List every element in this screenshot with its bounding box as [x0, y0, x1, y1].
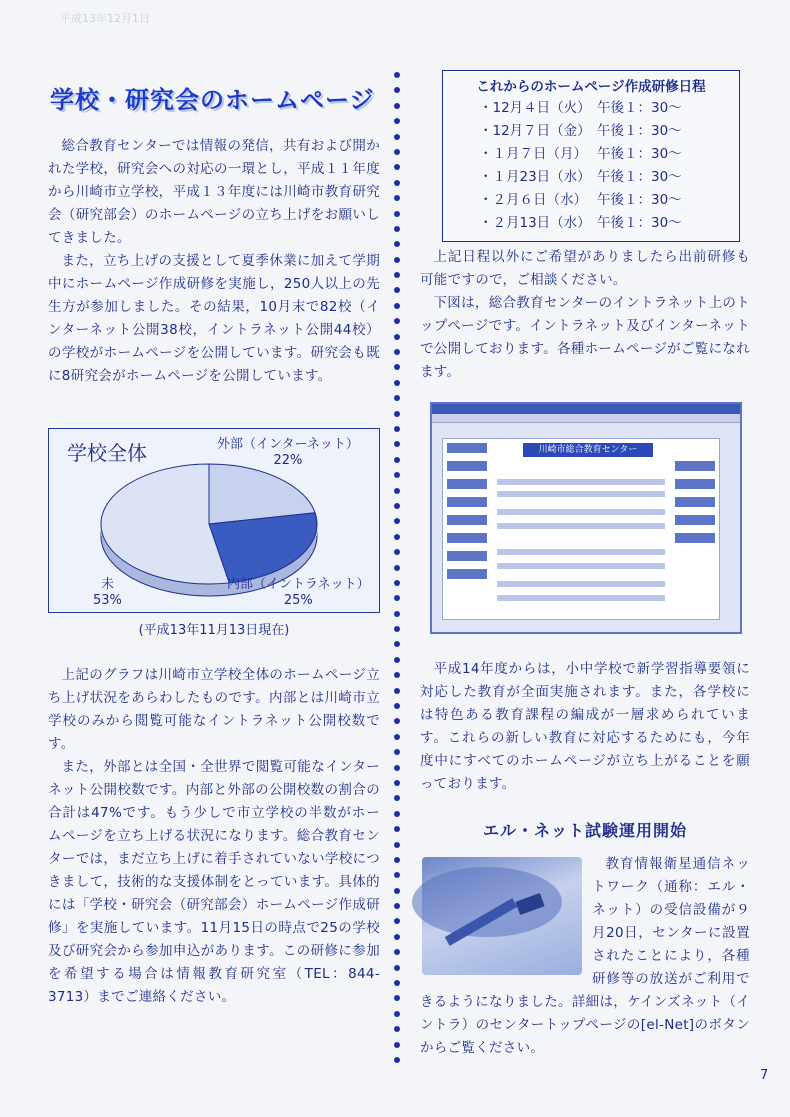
divider-dot	[394, 349, 400, 355]
divider-dot	[394, 826, 400, 832]
divider-dot	[394, 611, 400, 617]
divider-dot	[394, 287, 400, 293]
divider-dot	[394, 995, 400, 1001]
label-external-value: 22%	[273, 453, 303, 468]
screenshot-nav-button	[675, 515, 715, 525]
left-column	[48, 80, 380, 1009]
label-external-name: 外部（インターネット）	[217, 437, 359, 452]
header-ghost-text: 平成13年12月1日	[60, 12, 150, 25]
divider-dot	[394, 765, 400, 771]
divider-dot	[394, 1026, 400, 1032]
screenshot-content-row	[497, 491, 665, 497]
schedule-date: ・12月４日（火）	[479, 100, 591, 116]
right-paragraph-1: 上記日程以外にご希望がありましたら出前研修も可能ですので，ご相談ください。	[420, 249, 750, 288]
intranet-screenshot	[430, 402, 742, 634]
screenshot-nav-button	[447, 551, 487, 561]
label-external	[217, 437, 359, 469]
screenshot-nav-button	[447, 461, 487, 471]
divider-dot	[394, 472, 400, 478]
schedule-item	[479, 166, 739, 189]
schedule-date: ・２月６日（水）	[479, 192, 587, 208]
screenshot-content-row	[497, 581, 665, 587]
divider-dot	[394, 688, 400, 694]
schedule-item	[479, 212, 739, 235]
divider-dot	[394, 1011, 400, 1017]
chart-title: 学校全体	[67, 441, 147, 465]
schedule-time: 午後１：30～	[597, 169, 682, 185]
divider-dot	[394, 364, 400, 370]
divider-dot	[394, 411, 400, 417]
divider-dot	[394, 518, 400, 524]
schedule-date: ・１月23日（水）	[479, 169, 591, 185]
schedule-time: 午後１：30～	[597, 123, 682, 139]
screenshot-content-row	[497, 595, 665, 601]
divider-dot	[394, 488, 400, 494]
divider-dot	[394, 103, 400, 109]
screenshot-nav-button	[447, 569, 487, 579]
schedule-item	[479, 120, 739, 143]
divider-dot	[394, 226, 400, 232]
pie-chart-box	[48, 428, 380, 613]
schedule-time: 午後１：30～	[597, 100, 682, 116]
screenshot-content-row	[497, 523, 665, 529]
right-paragraph-3: 平成14年度からは，小中学校で新学習指導要領に対応した教育が全面実施されます。また，各学校には特色ある教育課程の編成が一層求められています。これらの新しい教育に対応するためにも，今年度中にすべてのホームページが立ち上がることを願っております。	[420, 661, 750, 792]
label-unpublished-value: 53%	[93, 593, 122, 608]
divider-dot	[394, 811, 400, 817]
divider-dot	[394, 980, 400, 986]
divider-dot	[394, 749, 400, 755]
divider-dot	[394, 534, 400, 540]
screenshot-menubar	[432, 414, 740, 423]
divider-dot	[394, 303, 400, 309]
divider-dot	[394, 780, 400, 786]
right-paragraph-2: 下図は，総合教育センターのイントラネット上のトップページです。イントラネット及びインターネットで公開しております。各種ホームページがご覧になれます。	[420, 295, 750, 380]
schedule-time: 午後１：30～	[597, 215, 682, 231]
divider-dot	[394, 457, 400, 463]
screenshot-nav-button	[675, 479, 715, 489]
schedule-date: ・１月７日（月）	[479, 146, 587, 162]
divider-dot	[394, 842, 400, 848]
divider-dot	[394, 703, 400, 709]
divider-dot	[394, 657, 400, 663]
divider-dot	[394, 257, 400, 263]
divider-dot	[394, 395, 400, 401]
divider-dot	[394, 195, 400, 201]
schedule-date: ・２月13日（水）	[479, 215, 591, 231]
screenshot-page	[442, 438, 720, 620]
right-column	[420, 70, 750, 1060]
divider-dot	[394, 626, 400, 632]
divider-dot	[394, 318, 400, 324]
divider-dot	[394, 888, 400, 894]
article-title: 学校・研究会のホームページ	[50, 86, 375, 114]
divider-dot	[394, 272, 400, 278]
screenshot-titlebar	[432, 404, 740, 414]
divider-dot	[394, 718, 400, 724]
screenshot-content-row	[497, 563, 665, 569]
divider-dot	[394, 734, 400, 740]
divider-dot	[394, 672, 400, 678]
screenshot-content-row	[497, 509, 665, 515]
divider-dot	[394, 1057, 400, 1063]
left-paragraph-4: また，外部とは全国・全世界で閲覧可能なインターネット公開校数です。内部と外部の公開校数の割合の合計は47%です。もう少しで市立学校の半数がホームページを立ち上げる状況になります。総合教育センターでは，まだ立ち上げに着手されていない学校につきまして，技術的な支援体制をとっています。具体的には「学校・研究会（研究部会）ホームページ作成研修」を実施しています。11月15日の時点で25の学校及び研究会から参加申込があります。この研修に参加を希望する場合は情報教育研究室（TEL：844-3713）までご連絡ください。	[48, 759, 380, 1005]
screenshot-content-row	[497, 549, 665, 555]
screenshot-site-title: 川崎市総合教育センター	[538, 445, 638, 455]
right-paragraph-4: 教育情報衛星通信ネットワーク（通称：エル・ネット）の受信設備が９月20日，センターに設置されたことにより，各種研修等の放送がご利用できるようになりました。詳細は，ケインズネット（イントラ）のセンタートップページの[el-Net]のボタンからご覧ください。	[420, 856, 750, 1056]
divider-dot	[394, 503, 400, 509]
screenshot-nav-button	[447, 443, 487, 453]
schedule-list	[443, 97, 739, 235]
divider-dot	[394, 441, 400, 447]
schedule-title: これからのホームページ作成研修日程	[476, 79, 706, 95]
label-internal-name: 内部（イントラネット）	[227, 577, 370, 592]
divider-dot	[394, 334, 400, 340]
screenshot-site-header	[523, 443, 653, 457]
divider-dot	[394, 549, 400, 555]
divider-dot	[394, 949, 400, 955]
screenshot-nav-button	[447, 515, 487, 525]
divider-dot	[394, 565, 400, 571]
screenshot-nav-button	[675, 497, 715, 507]
screenshot-content-row	[497, 479, 665, 485]
label-internal-value: 25%	[283, 593, 313, 608]
schedule-date: ・12月７日（金）	[479, 123, 591, 139]
screenshot-nav-button	[447, 479, 487, 489]
schedule-item	[479, 97, 739, 120]
divider-dot	[394, 641, 400, 647]
divider-dot	[394, 918, 400, 924]
label-internal	[227, 577, 370, 609]
divider-dot	[394, 965, 400, 971]
section-title-elnet: エル・ネット試験運用開始	[482, 821, 687, 840]
schedule-time: 午後１：30～	[597, 192, 682, 208]
dotted-divider	[392, 72, 402, 1082]
divider-dot	[394, 87, 400, 93]
divider-dot	[394, 164, 400, 170]
divider-dot	[394, 595, 400, 601]
schedule-box	[442, 70, 740, 242]
schedule-time: 午後１：30～	[597, 146, 682, 162]
divider-dot	[394, 426, 400, 432]
divider-dot	[394, 134, 400, 140]
schedule-item	[479, 189, 739, 212]
page-number: 7	[760, 1068, 769, 1083]
label-unpublished-name: 未	[100, 577, 114, 592]
divider-dot	[394, 380, 400, 386]
left-paragraph-2: また，立ち上げの支援として夏季休業に加えて学期中にホームページ作成研修を実施し，250人以上の先生方が参加しました。その結果，10月末で82校（インターネット公開38校，イントラネット公開44校）の学校がホームページを公開しています。研究会も既に8研究会がホームページを公開しています。	[48, 253, 380, 384]
left-paragraph-1: 総合教育センターでは情報の発信，共有および開かれた学校，研究会への対応の一環とし，平成１１年度から川崎市立学校，平成１３年度には川崎市教育研究会（研究部会）のホームページの立ち上げをお願いしてきました。	[48, 138, 380, 246]
divider-dot	[394, 903, 400, 909]
left-paragraph-3: 上記のグラフは川崎市立学校全体のホームページ立ち上げ状況をあらわしたものです。内部とは川崎市立学校のみから閲覧可能なイントラネット公開校数です。	[48, 667, 380, 752]
divider-dot	[394, 934, 400, 940]
screenshot-nav-button	[675, 533, 715, 543]
divider-dot	[394, 857, 400, 863]
divider-dot	[394, 149, 400, 155]
divider-dot	[394, 118, 400, 124]
divider-dot	[394, 1042, 400, 1048]
schedule-item	[479, 143, 739, 166]
divider-dot	[394, 580, 400, 586]
screenshot-nav-button	[675, 461, 715, 471]
divider-dot	[394, 211, 400, 217]
satellite-image	[422, 857, 582, 975]
divider-dot	[394, 72, 400, 78]
divider-dot	[394, 241, 400, 247]
divider-dot	[394, 872, 400, 878]
divider-dot	[394, 180, 400, 186]
screenshot-nav-button	[447, 497, 487, 507]
screenshot-nav-button	[447, 533, 487, 543]
chart-caption: (平成13年11月13日現在)	[138, 623, 290, 638]
divider-dot	[394, 795, 400, 801]
label-unpublished	[93, 577, 122, 609]
